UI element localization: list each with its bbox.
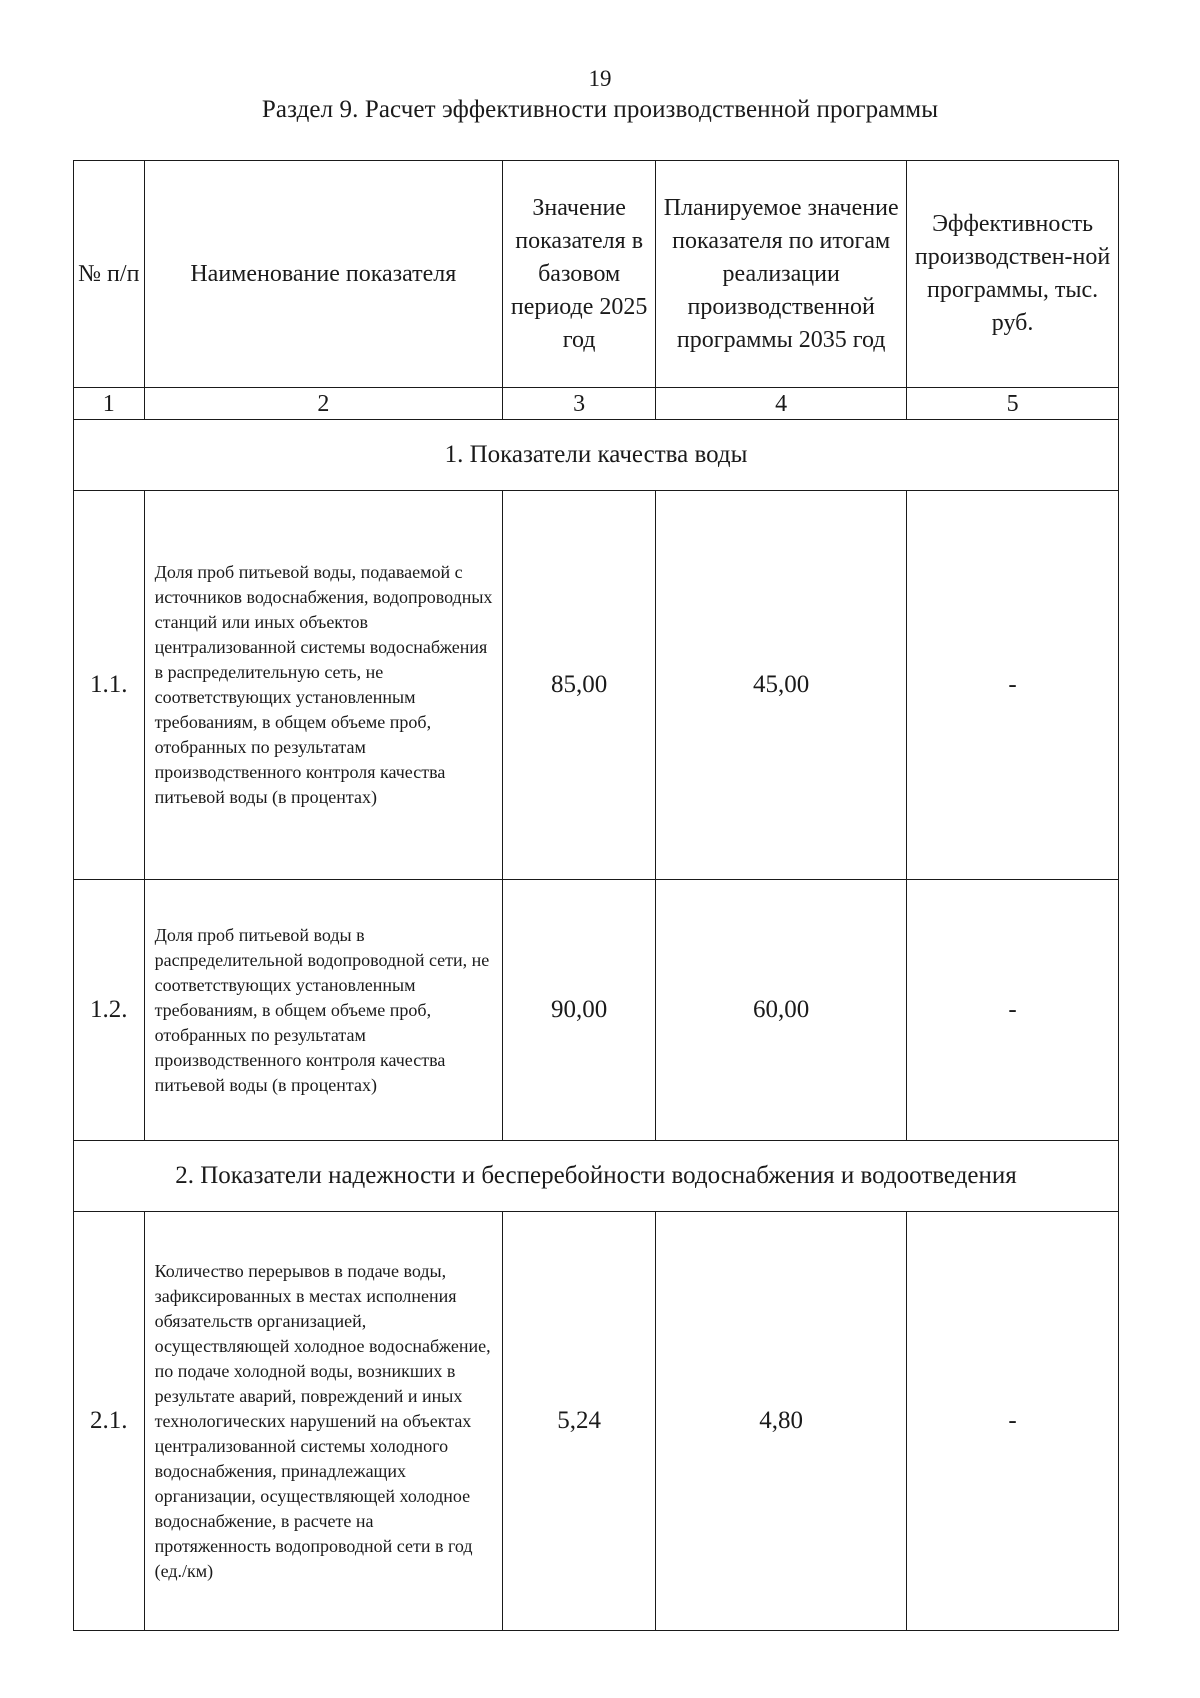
- column-number-row: [74, 388, 1119, 420]
- planned-value: 45,00: [656, 491, 907, 880]
- efficiency-value: -: [907, 1212, 1119, 1631]
- section-title: 1. Показатели качества воды: [74, 420, 1119, 491]
- planned-value: 4,80: [656, 1212, 907, 1631]
- column-number: 2: [144, 388, 502, 420]
- section-title: 2. Показатели надежности и бесперебойности водоснабжения и водоотведения: [74, 1141, 1119, 1212]
- indicator-name: Количество перерывов в подаче воды, зафиксированных в местах исполнения обязательств организацией, осуществляющей холодное водоснабжение, по подаче холодной воды, возникших в результате аварий, повреждений и иных технологических нарушений на объектах централизованной системы холодного водоснабжения, принадлежащих организации, осуществляющей холодное водоснабжение, в расчете на протяженность водопроводной сети в год (ед./км): [144, 1212, 502, 1631]
- row-number: 1.1.: [74, 491, 145, 880]
- header-name: Наименование показателя: [144, 161, 502, 388]
- indicator-name: Доля проб питьевой воды в распределительной водопроводной сети, не соответствующих установленным требованиям, в общем объеме проб, отобранных по результатам производственного контроля качества питьевой воды (в процентах): [144, 880, 502, 1141]
- section-header-row: [74, 1141, 1119, 1212]
- header-no: № п/п: [74, 161, 145, 388]
- base-value: 5,24: [503, 1212, 656, 1631]
- efficiency-value: -: [907, 491, 1119, 880]
- page-title: Раздел 9. Расчет эффективности производственной программы: [261, 96, 939, 123]
- header-row: [74, 161, 1119, 388]
- row-number: 1.2.: [74, 880, 145, 1141]
- table-row: [74, 491, 1119, 880]
- column-number: 1: [74, 388, 145, 420]
- efficiency-table: [73, 160, 1119, 1631]
- column-number: 5: [907, 388, 1119, 420]
- section-header-row: [74, 420, 1119, 491]
- header-base-value: Значение показателя в базовом периоде 2025 год: [503, 161, 656, 388]
- planned-value: 60,00: [656, 880, 907, 1141]
- column-number: 4: [656, 388, 907, 420]
- table-row: [74, 1212, 1119, 1631]
- efficiency-value: -: [907, 880, 1119, 1141]
- indicator-name: Доля проб питьевой воды, подаваемой с источников водоснабжения, водопроводных станций или иных объектов централизованной системы водоснабжения в распределительную сеть, не соответствующих установленным требованиям, в общем объеме проб, отобранных по результатам производственного контроля качества питьевой воды (в процентах): [144, 491, 502, 880]
- table-row: [74, 880, 1119, 1141]
- header-planned-value: Планируемое значение показателя по итогам реализации производственной программы 2035 год: [656, 161, 907, 388]
- base-value: 85,00: [503, 491, 656, 880]
- row-number: 2.1.: [74, 1212, 145, 1631]
- column-number: 3: [503, 388, 656, 420]
- page-number: 19: [588, 66, 612, 91]
- base-value: 90,00: [503, 880, 656, 1141]
- header-efficiency: Эффективность производствен-ной программы, тыс. руб.: [907, 161, 1119, 388]
